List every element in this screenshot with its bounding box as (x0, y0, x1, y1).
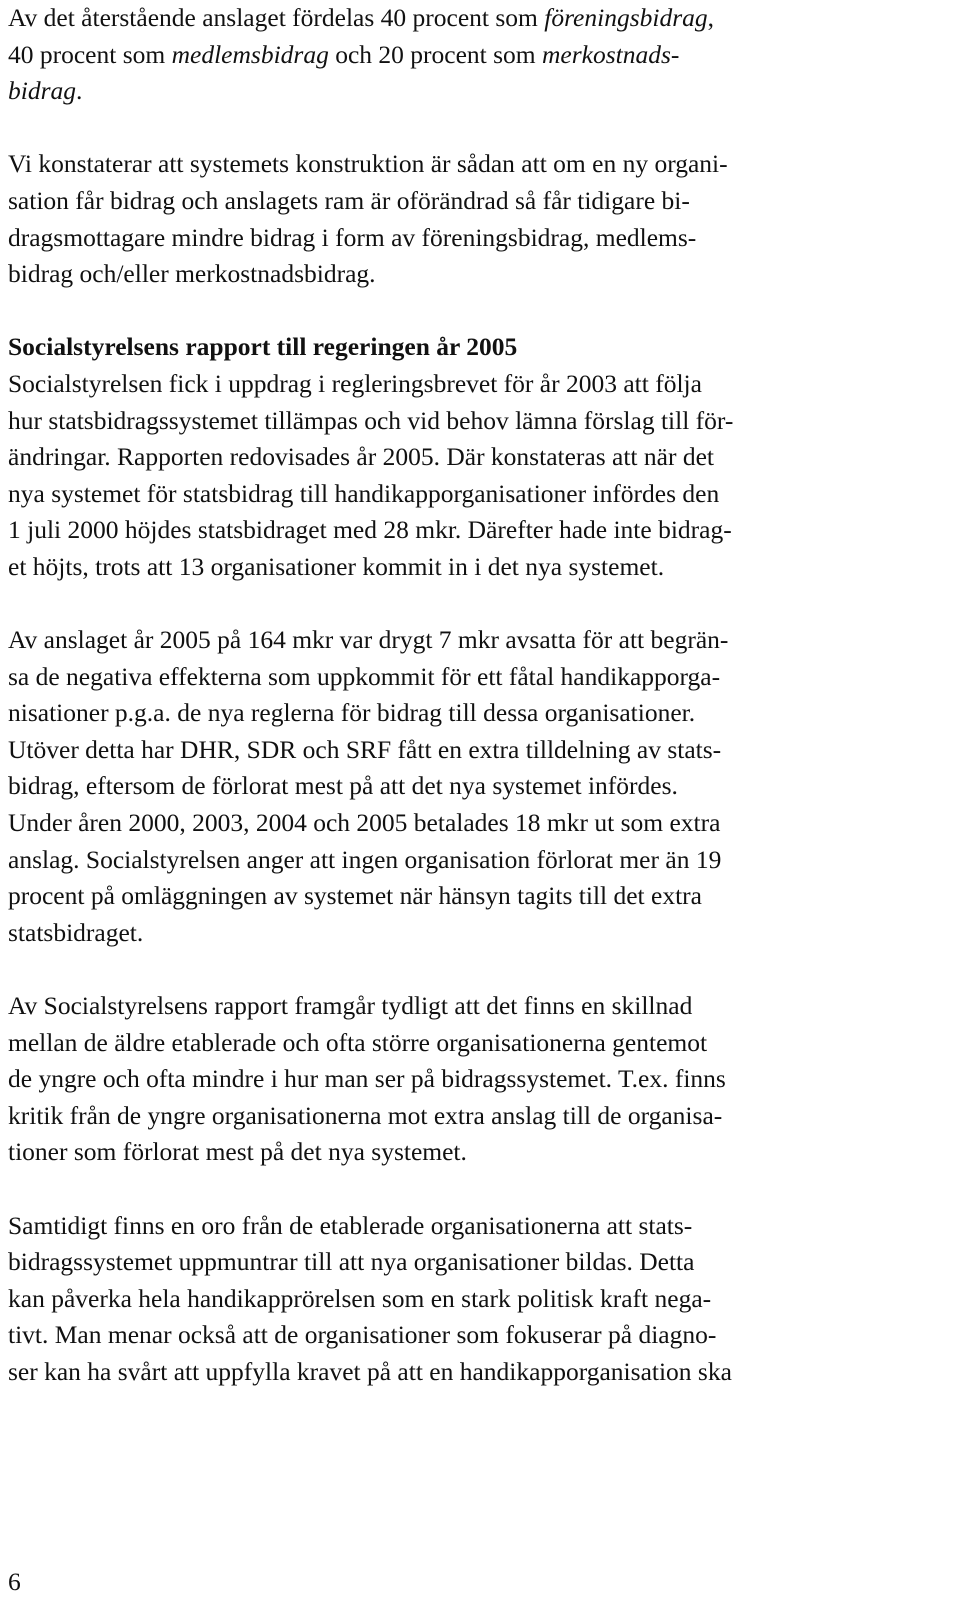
text-line: ser kan ha svårt att uppfylla kravet på att en handikapporganisation ska (8, 1356, 732, 1386)
text-line: mellan de äldre etablerade och ofta större organisationerna gentemot (8, 1027, 708, 1057)
text-line: 1 juli 2000 höjdes statsbidraget med 28 mkr. Därefter hade inte bidrag- (8, 515, 732, 545)
text-line: nya systemet för statsbidrag till handikapporganisationer infördes den (8, 478, 720, 508)
document-page (8, 0, 943, 1391)
text-line: bidragssystemet uppmuntrar till att nya organisationer bildas. Detta (8, 1247, 695, 1277)
text-line: et höjts, trots att 13 organisationer kommit in i det nya systemet. (8, 551, 665, 581)
paragraph-gap (8, 293, 943, 330)
text-line: Av det återstående anslaget fördelas 40 procent som föreningsbidrag, (8, 3, 715, 32)
page-number: 6 (8, 1567, 21, 1596)
text-line: Av anslaget år 2005 på 164 mkr var drygt 7 mkr avsatta för att begrän- (8, 625, 729, 655)
paragraph-gap (8, 1171, 943, 1208)
paragraph (8, 622, 943, 951)
text-line: Samtidigt finns en oro från de etablerade organisationerna att stats- (8, 1210, 693, 1240)
text-line: bidrag. (8, 76, 83, 106)
paragraph (8, 1208, 943, 1391)
text-line: kritik från de yngre organisationerna mot extra anslag till de organisa- (8, 1100, 723, 1130)
text-line: sation får bidrag och anslagets ram är oförändrad så får tidigare bi- (8, 185, 690, 215)
text-line: bidrag och/eller merkostnadsbidrag. (8, 259, 376, 289)
text-line: Utöver detta har DHR, SDR och SRF fått en extra tilldelning av stats- (8, 734, 722, 764)
paragraph (8, 0, 943, 110)
paragraph-gap (8, 586, 943, 623)
text-line: anslag. Socialstyrelsen anger att ingen organisation förlorat mer än 19 (8, 844, 722, 874)
text-line: tivt. Man menar också att de organisationer som fokuserar på diagno- (8, 1320, 717, 1350)
paragraph-gap (8, 951, 943, 988)
text-line: ändringar. Rapporten redovisades år 2005. Där konstateras att när det (8, 442, 714, 472)
paragraph-gap (8, 110, 943, 147)
text-line: dragsmottagare mindre bidrag i form av föreningsbidrag, medlems- (8, 222, 697, 252)
italic-term: medlemsbidrag (171, 39, 329, 69)
italic-term: merkostnads- (542, 39, 680, 69)
text-line: sa de negativa effekterna som uppkommit för ett fåtal handikapporga- (8, 661, 721, 691)
text-line: tioner som förlorat mest på det nya systemet. (8, 1137, 467, 1167)
italic-term: föreningsbidrag (544, 3, 708, 32)
paragraph (8, 146, 943, 292)
italic-term: bidrag (8, 76, 77, 106)
text-line: statsbidraget. (8, 917, 144, 947)
text-line: Socialstyrelsen fick i uppdrag i regleringsbrevet för år 2003 att följa (8, 368, 702, 398)
text-line: nisationer p.g.a. de nya reglerna för bidrag till dessa organisationer. (8, 698, 696, 728)
paragraph (8, 988, 943, 1171)
text-line: de yngre och ofta mindre i hur man ser på bidragssystemet. T.ex. finns (8, 1064, 726, 1094)
paragraph (8, 329, 943, 585)
text-line: procent på omläggningen av systemet när hänsyn tagits till det extra (8, 881, 702, 911)
section-heading: Socialstyrelsens rapport till regeringen år 2005 (8, 332, 518, 362)
text-line: 40 procent som medlemsbidrag och 20 procent som merkostnads- (8, 39, 680, 69)
text-line: kan påverka hela handikapprörelsen som en stark politisk kraft nega- (8, 1283, 712, 1313)
text-line: hur statsbidragssystemet tillämpas och vid behov lämna förslag till för- (8, 405, 734, 435)
text-line: Av Socialstyrelsens rapport framgår tydligt att det finns en skillnad (8, 991, 693, 1021)
text-line: Under åren 2000, 2003, 2004 och 2005 betalades 18 mkr ut som extra (8, 808, 721, 838)
text-line: bidrag, eftersom de förlorat mest på att det nya systemet infördes. (8, 771, 678, 801)
text-line: Vi konstaterar att systemets konstruktion är sådan att om en ny organi- (8, 149, 728, 179)
